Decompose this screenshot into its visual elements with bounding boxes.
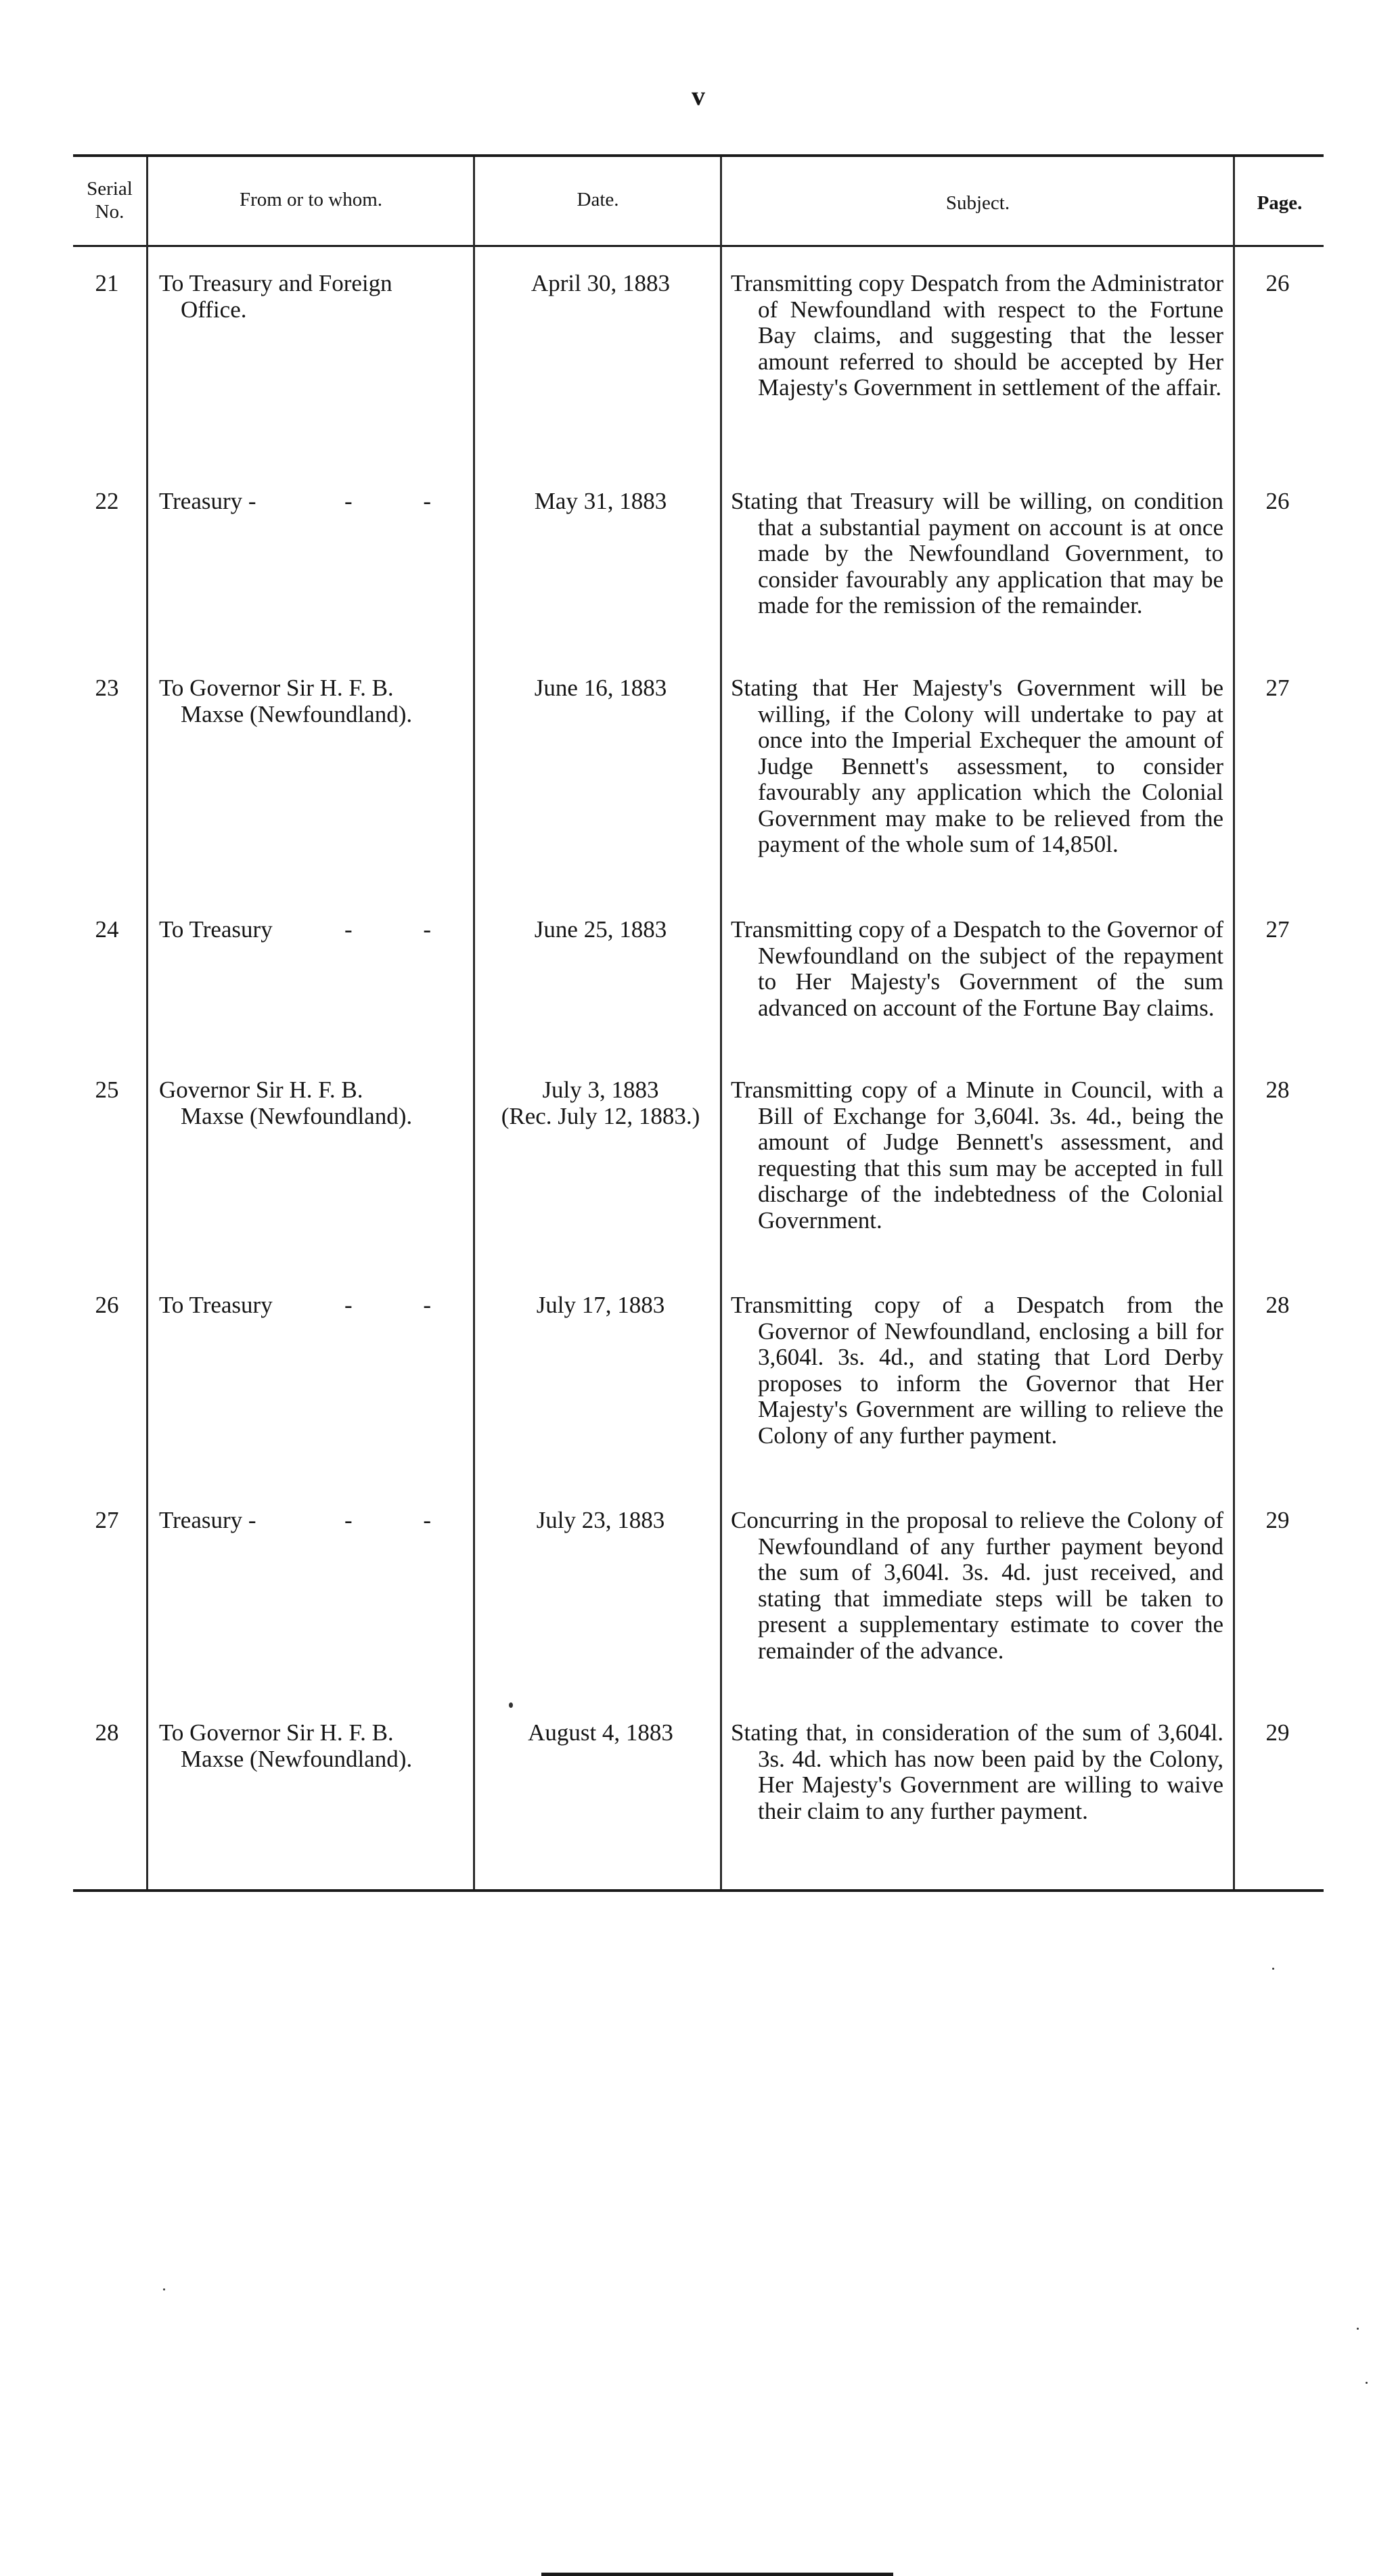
row-page: 27 [1265, 675, 1290, 701]
row-from-line [159, 1077, 464, 1104]
column-divider [1233, 157, 1235, 1889]
row-page: 26 [1265, 270, 1290, 296]
row-from-dashes: - - [344, 1507, 464, 1533]
row-subject-text: Transmitting copy of a Despatch from the Governor of Newfoundland, enclosing a bill for 3,604l. 3s. 4d., and stating that Lord Derby proposes to inform the Governor that Her Majesty's Government are willing to relieve the Colony of any further payment. [731, 1292, 1223, 1449]
row-page: 28 [1265, 1292, 1290, 1318]
row-from-text: Treasury - [159, 1507, 256, 1533]
row-page: 29 [1265, 1719, 1290, 1746]
row-serial: 26 [95, 1292, 119, 1318]
row-date: July 23, 1883 [536, 1507, 665, 1533]
row-from [159, 489, 464, 515]
row-from [159, 1292, 464, 1319]
row-subject [731, 1720, 1223, 1824]
header-serial [73, 177, 146, 223]
column-divider [720, 157, 722, 1889]
row-date: April 30, 1883 [531, 270, 671, 296]
row-page: 29 [1265, 1507, 1290, 1533]
closing-rule [541, 2573, 893, 2576]
row-from-dashes: - - [344, 1292, 464, 1318]
row-page: 26 [1265, 488, 1290, 514]
row-serial: 24 [95, 916, 119, 943]
row-from-line [159, 1508, 464, 1534]
header-subject: Subject. [945, 192, 1010, 214]
scan-speck [1366, 2382, 1368, 2384]
row-subject [731, 917, 1223, 1021]
row-page: 27 [1265, 916, 1290, 943]
row-serial: 22 [95, 488, 119, 514]
row-serial: 25 [95, 1077, 119, 1103]
scan-speck [163, 2288, 165, 2290]
row-subject-text: Transmitting copy of a Despatch to the Governor of Newfoundland on the subject of the repayment to Her Majesty's Government of the sum advanced on account of the Fortune Bay claims. [731, 916, 1223, 1021]
row-from-line: To Governor Sir H. F. B. [159, 675, 394, 701]
row-page: 28 [1265, 1077, 1290, 1103]
row-from-line: Maxse (Newfoundland). [181, 700, 413, 727]
row-date-received: (Rec. July 12, 1883.) [501, 1102, 700, 1129]
row-from [159, 1077, 464, 1129]
row-subject-text: Concurring in the proposal to relieve the Colony of Newfoundland of any further payment beyond the sum of 3,604l. 3s. 4d. just received, and stating that immediate steps will be taken to present a supplementary estimate to cover the remainder of the advance. [731, 1507, 1223, 1664]
row-serial: 23 [95, 675, 119, 701]
row-from-line [159, 917, 464, 943]
column-divider [473, 157, 475, 1889]
row-subject-text: Stating that, in consideration of the sum of 3,604l. 3s. 4d. which has now been paid by the Colony, Her Majesty's Government are willing to waive their claim to any further payment. [731, 1719, 1223, 1824]
row-from-line [159, 1292, 464, 1319]
row-serial: 27 [95, 1507, 119, 1533]
row-from [159, 917, 464, 943]
row-subject [731, 1077, 1223, 1234]
scan-speck [509, 1702, 513, 1708]
row-date: July 17, 1883 [536, 1292, 665, 1318]
row-date [467, 1077, 734, 1129]
row-from-dashes: - - [344, 488, 464, 514]
row-subject [731, 1508, 1223, 1664]
row-from-text: Treasury - [159, 488, 256, 514]
row-subject [731, 1292, 1223, 1449]
row-date: May 31, 1883 [534, 488, 667, 514]
scan-speck [1272, 1968, 1274, 1970]
row-from-dashes: - - [344, 916, 464, 943]
row-subject-text: Transmitting copy Despatch from the Administrator of Newfoundland with respect to the Fortune Bay claims, and suggesting that the lesser amount referred to should be accepted by Her Majesty's Government in settlement of the affair. [731, 270, 1223, 401]
row-date: June 16, 1883 [534, 675, 667, 701]
row-from-text: To Treasury [159, 1292, 273, 1318]
table-bottom-rule [73, 1889, 1324, 1892]
row-subject-text: Transmitting copy of a Minute in Council, with a Bill of Exchange for 3,604l. 3s. 4d., being the amount of Judge Bennett's assessment, and requesting that this sum may be accepted in full discharge of the indebtedness of the Colonial Government. [731, 1077, 1223, 1234]
row-from-line: To Treasury and Foreign [159, 270, 392, 296]
header-page: Page. [1257, 192, 1303, 214]
header-date: Date. [577, 189, 619, 210]
row-subject [731, 675, 1223, 858]
scan-speck [1357, 2328, 1359, 2330]
row-from-text: To Treasury [159, 916, 273, 943]
row-from [159, 1508, 464, 1534]
header-from: From or to whom. [239, 189, 383, 210]
table-top-rule [73, 154, 1324, 157]
row-from-line: Maxse (Newfoundland). [181, 1745, 413, 1772]
row-serial: 28 [95, 1719, 119, 1746]
row-from [159, 675, 464, 727]
row-from-line [159, 489, 464, 515]
page-number: v [692, 81, 705, 111]
row-subject-text: Stating that Her Majesty's Government will be willing, if the Colony will undertake to pay at once into the Imperial Exchequer the amount of Judge Bennett's assessment, to consider favourably any application which the Colonial Government may make to be relieved from the payment of the whole sum of 14,850l. [731, 675, 1223, 857]
column-divider [146, 157, 148, 1889]
row-date-line: July 3, 1883 [542, 1077, 659, 1103]
row-from [159, 271, 464, 323]
row-date: August 4, 1883 [528, 1719, 673, 1746]
row-serial: 21 [95, 270, 119, 296]
table-header-rule [73, 245, 1324, 247]
row-from [159, 1720, 464, 1772]
row-from-text: Governor Sir H. F. B. [159, 1077, 363, 1103]
row-subject [731, 489, 1223, 619]
header-serial-label: Serial No. [87, 178, 133, 223]
row-from-line: To Governor Sir H. F. B. [159, 1719, 394, 1746]
row-subject-text: Stating that Treasury will be willing, on condition that a substantial payment on account is at once made by the Newfoundland Government, to consider favourably any application that may be made for the remission of the remainder. [731, 488, 1223, 618]
row-subject [731, 271, 1223, 401]
row-date: June 25, 1883 [534, 916, 667, 943]
row-from-line: Office. [181, 296, 247, 323]
row-from-line: Maxse (Newfoundland). [181, 1102, 413, 1129]
